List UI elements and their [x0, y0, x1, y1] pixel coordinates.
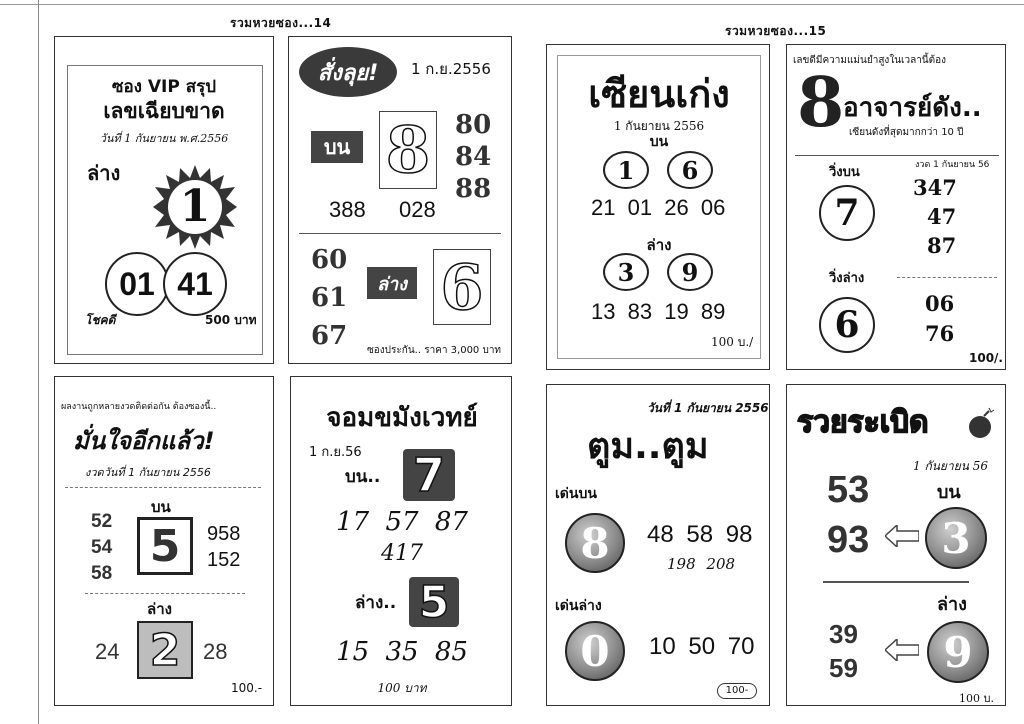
sanglui-lower-box — [433, 249, 491, 325]
jom-extra: 417 — [381, 541, 423, 566]
bomb-icon — [967, 407, 995, 439]
sanglui-divider — [299, 233, 501, 234]
ruay-lower-num: 9 — [927, 621, 989, 683]
ruay-date: 1 กันยายน 56 — [913, 459, 989, 473]
vip-date: วันที่ 1 กันยายน พ.ศ.2556 — [99, 132, 229, 145]
toom-upper-row-3: 98 — [725, 521, 753, 548]
sian-keng-title: เซียนเก่ง — [588, 72, 730, 116]
sanglui-lower-list-1: 60 — [311, 245, 348, 275]
panel-ruay-rabert — [786, 384, 1006, 706]
jom-upper-box — [403, 449, 455, 501]
toom-upper-row-2: 58 — [686, 521, 714, 548]
manjai-upper-left-1: 52 — [91, 511, 113, 532]
jom-title: จอมขมังเวทย์ — [326, 403, 478, 433]
manjai-upper-right-1: 958 — [207, 523, 241, 545]
jom-upper-row-2: 57 — [385, 507, 419, 537]
manjai-price: 100.- — [231, 681, 263, 695]
sian-keng-lower-row-1: 13 — [591, 299, 616, 324]
sian-keng-lower-row-3: 19 — [664, 299, 689, 324]
header-left: รวมหวยซอง...14 — [230, 16, 332, 30]
toom-upper-label: เด่นบน — [555, 486, 597, 502]
jom-upper-num: 7 — [412, 448, 445, 502]
jom-upper-label: บน.. — [345, 467, 381, 487]
vip-pair-2: 41 — [163, 252, 227, 316]
sian-keng-upper-row-3: 26 — [664, 195, 689, 220]
sanglui-footer: ซองประกัน.. ราคา 3,000 บาท — [367, 345, 502, 356]
achan-upper-list-2: 47 — [927, 204, 957, 229]
vip-line1: ซอง VIP สรุป — [111, 77, 217, 97]
manjai-top: ผลงานถูกหลายงวดติดต่อกัน ต้องซองนี้.. — [61, 402, 217, 412]
toom-upper-num: 8 — [565, 513, 625, 573]
manjai-date: งวดวันที่ 1 กันยายน 2556 — [85, 466, 211, 479]
top-rule — [0, 4, 1024, 5]
achan-upper-num: 7 — [819, 185, 875, 241]
toom-lower-row-1: 10 — [649, 633, 676, 660]
sanglui-upper-box — [379, 111, 437, 189]
sanglui-upper-num: 8 — [385, 112, 431, 188]
panel-jom-khamang — [290, 376, 512, 706]
sian-keng-upper-1: 1 — [603, 151, 649, 189]
jom-upper-row-3: 87 — [434, 507, 468, 537]
toom-lower-row-2: 50 — [688, 633, 716, 660]
toom-upper-sub-2: 208 — [706, 555, 736, 573]
sanglui-lower-label: ล่าง — [367, 267, 417, 299]
achan-price: 100/. — [969, 351, 1003, 365]
achan-lower-list-1: 06 — [925, 291, 955, 316]
ruay-title: รวยระเบิด — [797, 405, 929, 440]
sian-keng-lower-row-2: 83 — [627, 299, 653, 324]
ruay-upper-list-1: 53 — [827, 469, 870, 511]
sian-keng-upper-label: บน — [649, 134, 669, 150]
achan-sub: เซียนดังที่สุดมากกว่า 10 ปี — [849, 127, 964, 138]
manjai-upper-num: 5 — [137, 517, 193, 575]
sian-keng-price: 100 บ./ — [711, 335, 754, 349]
sanglui-upper-list-3: 88 — [455, 174, 492, 204]
sian-keng-lower-row-4: 89 — [700, 299, 726, 324]
manjai-lower-left: 24 — [95, 639, 120, 664]
jom-lower-box — [409, 577, 459, 627]
manjai-title: มั่นใจอีกแล้ว! — [73, 427, 215, 455]
sian-keng-lower-1: 3 — [603, 253, 649, 291]
sanglui-upper-list-2: 84 — [455, 142, 492, 172]
vip-footer-right: 500 บาท — [205, 313, 257, 327]
left-rule — [38, 0, 39, 724]
achan-upper-label: วิ่งบน — [829, 165, 860, 180]
manjai-upper-right-2: 152 — [207, 549, 241, 571]
achan-lower-label: วิ่งล่าง — [829, 271, 865, 286]
achan-lower-num: 6 — [819, 297, 875, 353]
achan-lower-list-2: 76 — [925, 321, 955, 346]
arrow-left-icon — [885, 525, 919, 547]
sian-keng-upper-row-4: 06 — [700, 195, 726, 220]
jom-lower-label: ล่าง.. — [355, 593, 397, 613]
ruay-lower-list-2: 59 — [829, 653, 858, 683]
sanglui-upper-list-1: 80 — [455, 110, 492, 140]
sanglui-row-1: 388 — [329, 197, 366, 222]
ruay-price: 100 บ. — [959, 692, 994, 705]
toom-title: ตูม..ตูม — [587, 426, 709, 467]
manjai-lower-num: 2 — [149, 624, 181, 676]
vip-footer-left: โชคดี — [85, 313, 116, 327]
manjai-divider-1 — [65, 487, 261, 488]
jom-lower-row-3: 85 — [434, 637, 468, 667]
panel-manjai — [54, 376, 274, 706]
sian-keng-lower-2: 9 — [667, 253, 713, 291]
panel-achan-dang — [786, 44, 1006, 370]
ruay-divider — [823, 581, 969, 583]
ruay-upper-list-2: 93 — [827, 519, 870, 561]
manjai-upper-label: บน — [151, 498, 171, 516]
vip-line2: เลขเฉียบขาด — [103, 99, 225, 123]
manjai-lower-right: 28 — [203, 639, 228, 664]
manjai-divider-2 — [85, 593, 245, 594]
panel-sian-keng — [546, 44, 770, 370]
ruay-lower-list-1: 39 — [829, 619, 858, 649]
toom-upper-row-1: 48 — [647, 521, 674, 548]
toom-upper-sub-1: 198 — [667, 555, 696, 573]
manjai-lower-label: ล่าง — [147, 600, 172, 618]
sanglui-lower-num: 6 — [440, 250, 484, 324]
sian-keng-date: 1 กันยายน 2556 — [613, 119, 705, 133]
ruay-upper-label: บน — [937, 482, 961, 503]
vip-pair-1: 01 — [105, 252, 169, 316]
jom-lower-row-2: 35 — [385, 637, 419, 667]
vip-lower-num: 1 — [179, 181, 211, 232]
sanglui-date: 1 ก.ย.2556 — [411, 60, 491, 78]
manjai-upper-left-3: 58 — [91, 563, 113, 584]
panel-vip — [54, 36, 274, 364]
manjai-upper-left-2: 54 — [91, 537, 113, 558]
toom-price: 100- — [717, 683, 757, 699]
ruay-lower-label: ล่าง — [937, 594, 967, 615]
jom-date: 1 ก.ย.56 — [309, 445, 362, 460]
achan-big: 8 — [797, 63, 845, 143]
header-right: รวมหวยซอง...15 — [725, 24, 827, 38]
sanglui-badge-text: สั่งลุย! — [317, 60, 379, 86]
jom-price: 100 บาท — [377, 681, 427, 695]
jom-lower-num: 5 — [418, 576, 450, 628]
achan-date: งวด 1 กันยายน 56 — [915, 160, 990, 170]
achan-upper-list-1: 347 — [913, 175, 957, 200]
toom-lower-row-3: 70 — [727, 633, 755, 660]
jom-upper-row-1: 17 — [336, 507, 370, 537]
achan-title: อาจารย์ดัง.. — [843, 93, 982, 123]
sanglui-lower-list-2: 61 — [311, 283, 348, 313]
achan-top: เลขดีมีความแม่นยำสูงในเวลานี้ต้อง — [793, 55, 947, 66]
panel-sanglui — [288, 36, 512, 364]
toom-lower-num: 0 — [565, 621, 625, 681]
achan-divider-2 — [897, 277, 997, 278]
arrow-left-icon — [885, 639, 919, 661]
toom-date: วันที่ 1 กันยายน 2556 — [647, 401, 769, 415]
manjai-lower-box — [137, 621, 193, 679]
sian-keng-upper-2: 6 — [667, 151, 713, 189]
sanglui-row-2: 028 — [399, 197, 436, 222]
sanglui-badge — [299, 47, 397, 97]
sanglui-lower-list-3: 67 — [311, 321, 348, 351]
panel-toom-toom — [546, 384, 770, 706]
toom-lower-label: เด่นล่าง — [555, 598, 602, 614]
sian-keng-upper-row-1: 21 — [591, 195, 616, 220]
sian-keng-lower-label: ล่าง — [646, 236, 672, 254]
jom-lower-row-1: 15 — [336, 637, 370, 667]
sian-keng-upper-row-2: 01 — [627, 195, 653, 220]
achan-upper-list-3: 87 — [927, 233, 957, 258]
sanglui-upper-label: บน — [311, 131, 363, 163]
ruay-upper-num: 3 — [925, 507, 987, 569]
achan-divider-1 — [795, 155, 999, 156]
vip-lower-label: ล่าง — [87, 161, 121, 185]
